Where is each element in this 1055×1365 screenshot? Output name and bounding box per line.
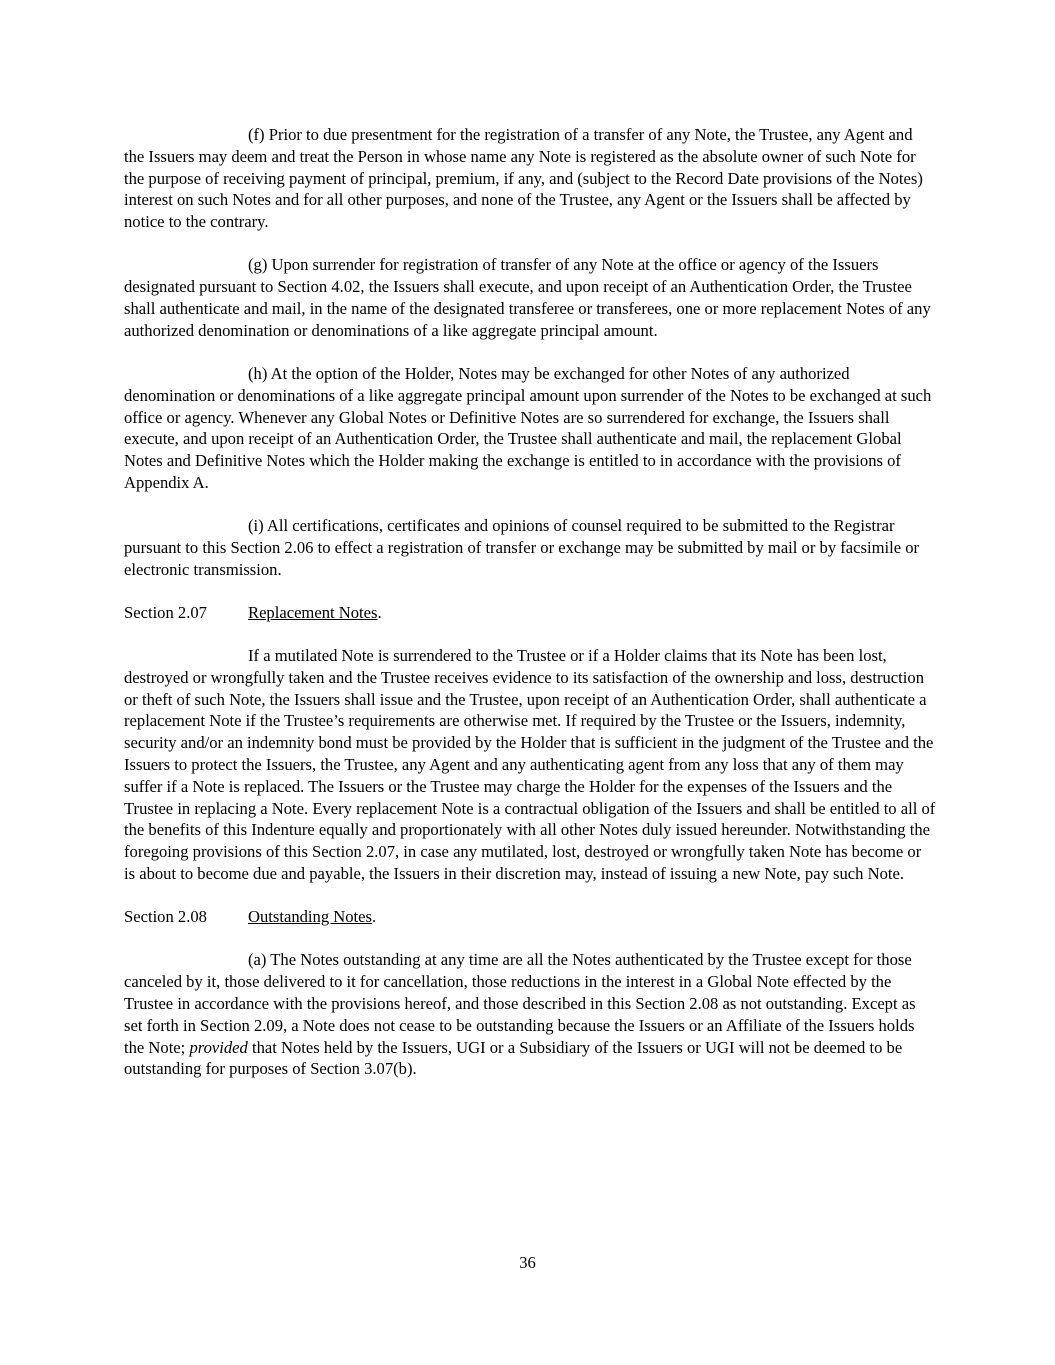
section-title: Outstanding Notes — [248, 907, 372, 927]
paragraph-a-text-continued: that Notes held by the Issuers, UGI or a Subsidiary of the Issuers or UGI will not be deemed to be outstanding for purposes of Section 3.07(b). — [124, 1037, 903, 1079]
paragraph-h: (h) At the option of the Holder, Notes may be exchanged for other Notes of any authorized denomination or denominations of a like aggregate principal amount upon surrender of the Notes to be exchanged at such office or agency. Whenever any Global Notes or Definitive Notes are so surrendered for exchange, the Issuers shall execute, and upon receipt of an Authentication Order, the Trustee shall authenticate and mail, the replacement Global Notes and Definitive Notes which the Holder making the exchange is entitled to in accordance with the provisions of Appendix A. — [124, 363, 932, 492]
section-title-period: . — [377, 602, 382, 622]
section-heading-2-08 — [124, 906, 936, 928]
paragraph-g: (g) Upon surrender for registration of transfer of any Note at the office or agency of the Issuers designated pursuant to Section 4.02, the Issuers shall execute, and upon receipt of an Authentication Order, the Trustee shall authenticate and mail, in the name of the designated transferee or transferees, one or more replacement Notes of any authorized denomination or denominations of a like aggregate principal amount. — [124, 255, 931, 340]
paragraph-i: (i) All certifications, certificates and opinions of counsel required to be submitted to the Registrar pursuant to this Section 2.06 to effect a registration of transfer or exchange may be submitted by mail or by facsimile or electronic transmission. — [124, 516, 920, 579]
section-2-08-paragraph-a — [124, 949, 936, 1080]
section-title-period: . — [371, 907, 377, 927]
section-heading-2-07 — [124, 602, 936, 624]
provided-italic: provided — [189, 1037, 248, 1057]
paragraph-a-text: (a) The Notes outstanding at any time are all the Notes authenticated by the Trustee except for those canceled by it, those delivered to it for cancellation, those reductions in the interest in a Global Note effected by the Trustee in accordance with the provisions hereof, and those described in this Section 2.08 as not outstanding. Except as set forth in Section 2.09, a Note does not cease to be outstanding because the Issuers or an Affiliate of the Issuers holds the Note; — [124, 950, 916, 1057]
section-number: Section 2.08 — [124, 907, 207, 927]
section-title: Replacement Notes — [248, 602, 378, 622]
document-page — [124, 124, 936, 1102]
section-number: Section 2.07 — [124, 602, 207, 622]
paragraph-f: (f) Prior to due presentment for the registration of a transfer of any Note, the Trustee, any Agent and the Issuers may deem and treat the Person in whose name any Note is registered as the absolute owner of such Note for the purpose of receiving payment of principal, premium, if any, and (subject to the Record Date provisions of the Notes) interest on such Notes and for all other purposes, and none of the Trustee, any Agent or the Issuers shall be affected by notice to the contrary. — [124, 125, 923, 232]
section-2-07-body: If a mutilated Note is surrendered to the Trustee or if a Holder claims that its Note has been lost, destroyed or wrongfully taken and the Trustee receives evidence to its satisfaction of the ownership and loss, destruction or theft of such Note, the Issuers shall issue and the Trustee, upon receipt of an Authentication Order, shall authenticate a replacement Note if the Trustee’s requirements are otherwise met. If required by the Trustee or the Issuers, indemnity, security and/or an indemnity bond must be provided by the Holder that is sufficient in the judgment of the Trustee and the Issuers to protect the Issuers, the Trustee, any Agent and any authenticating agent from any loss that any of them may suffer if a Note is replaced. The Issuers or the Trustee may charge the Holder for the expenses of the Issuers and the Trustee in replacing a Note. Every replacement Note is a contractual obligation of the Issuers and shall be entitled to all of the benefits of this Indenture equally and proportionately with all other Notes duly issued hereunder. Notwithstanding the foregoing provisions of this Section 2.07, in case any mutilated, lost, destroyed or wrongfully taken Note has become or is about to become due and payable, the Issuers in their discretion may, instead of issuing a new Note, pay such Note. — [124, 646, 936, 884]
page-number: 36 — [519, 1253, 536, 1272]
